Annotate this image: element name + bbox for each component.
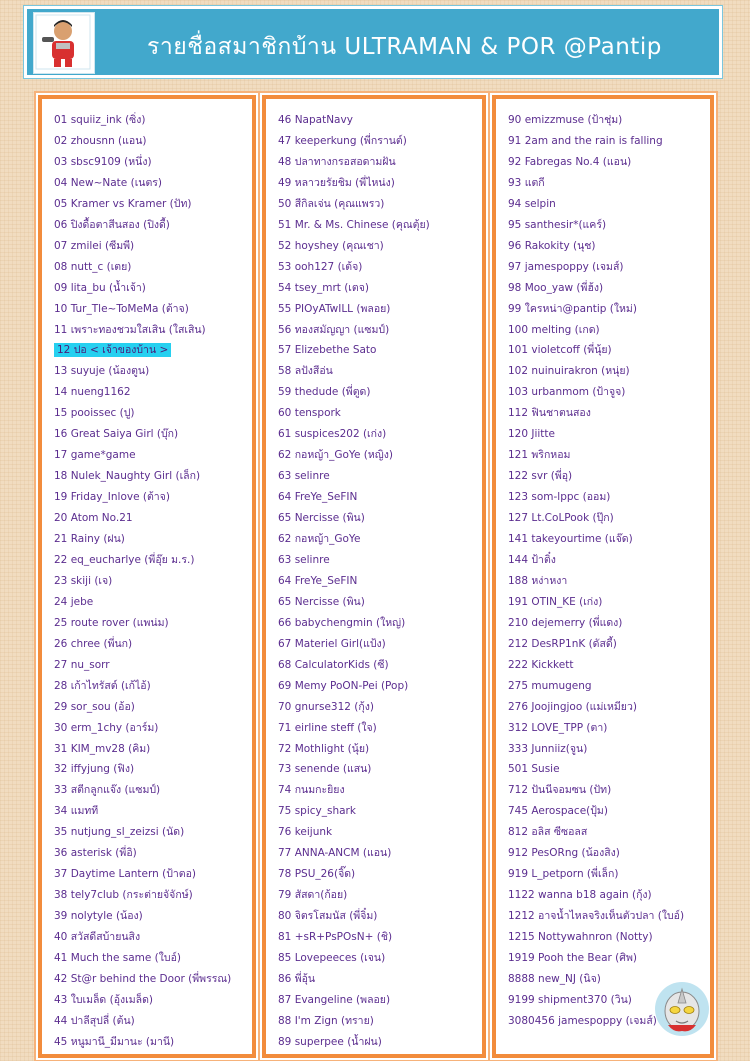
member-entry: 28 เก้าไทรัสต์ (เก้ไอ้) [54,679,151,692]
member-entry: 87 Evangeline (พลอย) [278,993,391,1006]
member-entry: 18 Nulek_Naughty Girl (เล็ก) [54,470,201,483]
member-entry: 67 Materiel Girl(แป้ง) [278,637,386,650]
member-entry: 501 Susie [508,763,560,776]
member-entry: 45 หนูมานี_มีมานะ (มานี) [54,1035,175,1048]
member-entry: 85 Lovepeeces (เจน) [278,952,386,964]
member-entry: 03 sbsc9109 (หนึ่ง) [54,155,152,168]
member-entry: 68 CalculatorKids (ซี) [278,658,389,671]
member-entry: 10 Tur_Tle~ToMeMa (ต้าจ) [54,302,189,315]
member-entry: 1215 Nottywahnron (Notty) [508,931,653,944]
member-entry: 812 อลิส ซีซอลส [508,826,588,839]
member-entry: 22 eq_eucharlye (พี่อุ๊ย ม.ร.) [54,553,195,566]
member-entry: 08 nutt_c (เตย) [54,260,132,273]
member-entry: 25 route rover (แพน่ม) [54,616,169,629]
member-entry: 04 New~Nate (เนตร) [54,176,163,189]
member-entry: 81 +sR+PsPOsN+ (ชิ) [278,931,393,944]
avatar [33,12,95,74]
member-entry: 06 ปิงดื้อตาสีนสอง (ปิงดื้) [54,218,170,231]
member-entry: 191 OTIN_KE (เก่ง) [508,595,603,608]
member-entry: 64 FreYe_SeFIN [278,574,358,587]
owner-entry: 12 ปอ < เจ้าของบ้าน > [54,343,171,357]
member-column-2 [262,95,486,1058]
member-entry: 94 selpin [508,197,556,210]
member-entry: 24 jebe [54,595,94,608]
member-entry: 62 กอหญ้า_GoYe (หญิง) [278,449,393,462]
member-entry: 91 2am and the rain is falling [508,134,663,147]
member-entry: 77 ANNA-ANCM (แอน) [278,847,392,860]
member-entry: 30 erm_1chy (อาร์ม) [54,721,159,734]
member-entry: 29 sor_sou (อ้อ) [54,700,135,713]
member-entry: 48 ปลาทางกรอสอดามฝัน [278,155,396,168]
member-entry: 49 หลาวยรัยชิม (พี่ไหน่ง) [278,176,395,189]
member-entry: 276 Joojingjoo (แม่เหมียว) [508,700,637,713]
member-entry: 100 melting (เกด) [508,323,600,336]
member-entry: 1919 Pooh the Bear (ศิพ) [508,952,637,964]
member-entry: 66 babychengmin (ใหญ่) [278,616,406,629]
member-entry: 59 thedude (พี่ตูด) [278,386,371,399]
member-entry: 275 mumugeng [508,679,592,692]
member-entry: 210 dejemerry (พี่แดง) [508,616,623,629]
member-entry: 56 ทองสมัญญา (แซมป์) [278,323,390,336]
member-entry: 73 senende (แสน) [278,763,372,776]
member-entry: 57 Elizebethe Sato [278,344,377,357]
member-entry: 912 PesORng (น้องสิง) [508,847,620,860]
member-entry: 72 Mothlight (นุ้ย) [278,742,370,755]
member-entry: 63 selinre [278,470,330,483]
member-entry: 112 ฟินชาตนสอง [508,407,591,420]
member-entry: 65 Nercisse (พิน) [278,595,365,608]
member-entry: 86 พี่อุ้น [278,972,316,985]
member-entry: 222 Kickkett [508,658,574,671]
member-entry: 40 สวัสดีสบ้ายนสิง [54,931,141,944]
member-entry: 13 suyuje (น้องตูน) [54,365,150,378]
member-entry: 07 zmilei (ซีมพี) [54,239,135,252]
member-entry: 95 santhesir*(แคร์) [508,218,607,231]
member-entry: 09 lita_bu (น้ำเจ้า) [54,281,146,294]
member-entry: 79 สัสดา(ก้อย) [278,889,348,902]
member-entry: 53 ooh127 (เต้จ) [278,260,363,273]
member-entry: 123 som-lppc (ออม) [508,491,611,504]
member-entry: 89 superpee (น้ำฝน) [278,1035,382,1048]
member-entry: 78 PSU_26(จิ๊ด) [278,868,356,881]
member-entry: 3080456 jamespoppy (เจมส์) [508,1014,657,1027]
member-entry: 99 ใครหน่า@pantip (ใหม่) [508,302,637,315]
member-entry: 919 L_petporn (พี่เล็ก) [508,868,619,881]
member-entry: 333 Junniiz(จูน) [508,742,588,755]
member-entry: 101 violetcoff (พี่นุ้ย) [508,344,612,357]
member-entry: 01 squiiz_ink (ซิ่ง) [54,114,146,126]
member-entry: 42 St@r behind the Door (พี่พรรณ) [54,972,232,985]
member-entry: 35 nutjung_sl_zeizsi (นัด) [54,826,185,839]
member-entry: 31 KIM_mv28 (คิม) [54,742,151,755]
member-entry: 20 Atom No.21 [54,512,133,525]
member-entry: 23 skiji (เจ) [54,574,113,587]
member-entry: 144 ป้าติ๋ง [508,553,556,566]
member-entry: 62 กอหญ้า_GoYe [278,533,361,545]
member-entry: 98 Moo_yaw (พี่ฮ้ง) [508,281,604,294]
member-entry: 93 แตกี [508,176,545,189]
member-entry: 103 urbanmom (ป้าจูจ) [508,386,626,399]
member-entry: 33 สตีกลูกแจ๊ง (แซมป์) [54,784,161,797]
member-entry: 11 เพราะทองชวมใสเสิน (ใสเสิน) [54,323,206,336]
member-entry: 27 nu_sorr [54,658,110,671]
member-entry: 61 suspices202 (เก่ง) [278,428,387,441]
member-entry: 41 Much the same (ใบอ์) [54,952,181,964]
member-entry: 74 กนมกะยิยง [278,784,345,797]
member-entry: 17 game*game [54,449,136,462]
member-entry: 141 takeyourtime (แจ๊ด) [508,533,633,545]
member-entry: 44 ปาลีสุปลี่ (ต้น) [54,1014,135,1027]
page-header [24,6,722,78]
member-entry: 76 keijunk [278,826,333,839]
member-entry: 127 Lt.CoLPook (ปุ๊ก) [508,512,614,525]
member-entry: 58 ลปังสีอ่น [278,365,333,378]
member-entry: 32 iffyjung (ฟิง) [54,763,135,776]
member-entry: 70 gnurse312 (กุ้ง) [278,700,374,713]
member-entry: 102 nuinuirakron (หนุ่ย) [508,365,630,378]
member-entry: 55 PIOyATwILL (พลอย) [278,302,391,315]
member-entry: 51 Mr. & Ms. Chinese (คุณตุ้ย) [278,218,430,231]
member-entry: 65 Nercisse (พิน) [278,512,365,525]
member-entry: 312 LOVE_TPP (ตา) [508,721,608,734]
member-entry: 38 tely7club (กระต่ายจัจักษ์) [54,889,193,902]
member-entry: 96 Rakokity (นุช) [508,239,596,252]
member-column-3 [492,95,714,1058]
member-entry: 63 selinre [278,553,330,566]
member-entry: 05 Kramer vs Kramer (ปัท) [54,197,192,210]
member-entry: 47 keeperkung (พี่กรานต์) [278,134,407,147]
member-entry: 188 หง่าหงา [508,574,568,587]
member-entry: 16 Great Saiya Girl (บุ๊ก) [54,428,179,441]
member-entry: 75 spicy_shark [278,805,356,818]
member-entry: 712 ปันนีจอมซน (ปัท) [508,784,612,797]
member-entry: 9199 shipment370 (วิน) [508,993,632,1006]
member-entry: 122 svr (พี่อุ) [508,470,573,483]
member-entry: 60 tenspork [278,407,341,420]
member-entry: 37 Daytime Lantern (ป้าตอ) [54,868,197,881]
member-entry: 19 Friday_Inlove (ต้าจ) [54,491,170,504]
member-entry: 46 NapatNavy [278,114,353,126]
member-entry: 15 pooissec (ปู) [54,407,135,420]
member-entry: 69 Memy PoON-Pei (Pop) [278,679,409,692]
member-entry: 71 eirline steff (ใจ) [278,721,377,734]
member-entry: 90 emizzmuse (ป้าชุ่ม) [508,114,623,126]
member-entry: 121 พริกหอม [508,449,571,462]
member-entry: 21 Rainy (ฝน) [54,533,125,545]
member-entry: 212 DesRP1nK (ดัสดี้) [508,637,617,650]
member-entry: 54 tsey_mrt (เตจ) [278,281,369,294]
page-title: รายชื่อสมาชิกบ้าน ULTRAMAN & POR @Pantip [147,34,662,60]
member-entry: 92 Fabregas No.4 (แอน) [508,155,632,168]
member-entry: 64 FreYe_SeFIN [278,491,358,504]
member-entry: 26 chree (พี่นก) [54,637,133,650]
member-entry: 52 hoyshey (คุณเชา) [278,239,384,252]
member-entry: 02 zhousnn (แอน) [54,134,147,147]
member-entry: 34 แมทที [54,805,99,818]
member-entry: 88 I'm Zign (ทราย) [278,1014,374,1027]
ultraman-mascot-icon [654,981,710,1037]
member-entry: 43 ใบเมล็ด (อุ้งเมล็ด) [54,993,153,1006]
member-entry: 50 สีกิลเจ่น (คุณแพรว) [278,197,385,210]
member-entry: 120 Jiitte [508,428,556,441]
member-entry: 745 Aerospace(ปุ้ม) [508,805,608,818]
member-entry: 8888 new_NJ (นิจ) [508,972,601,985]
member-entry: 14 nueng1162 [54,386,131,399]
member-entry: 1122 wanna b18 again (กุ้ง) [508,889,652,902]
member-entry: 1212 อาจน้ำไหลจริงเห็นตัวปลา (ใบอ์) [508,910,685,923]
member-column-1 [38,95,256,1058]
member-entry: 97 jamespoppy (เจมส์) [508,260,624,273]
member-entry: 39 nolytyle (น้อง) [54,910,143,923]
member-entry: 36 asterisk (พี่อิ) [54,847,137,860]
member-entry: 80 จิตรโสมนัส (พี่จิ๋ม) [278,910,378,923]
